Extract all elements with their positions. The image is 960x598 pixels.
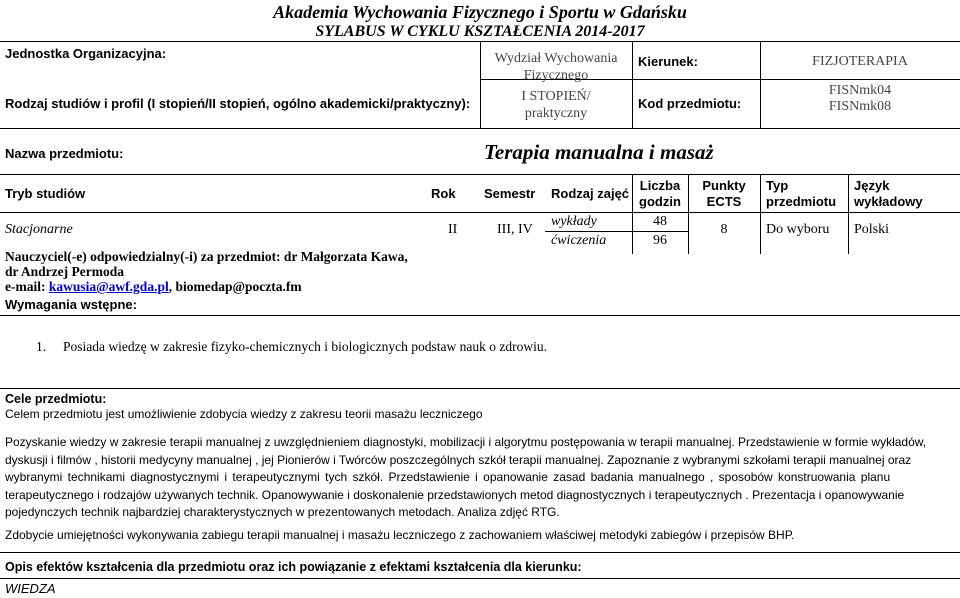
email-second: , biomedap@poczta.fm [168,279,302,294]
knowledge-label: WIEDZA [5,581,56,596]
code-label: Kod przedmiotu: [638,96,742,111]
unit-label: Jednostka Organizacyjna: [5,46,167,61]
col-hours-header-line1: Liczba [639,178,681,193]
language-value: Polski [854,222,890,237]
direction-label: Kierunek: [638,54,698,69]
direction-value: FIZJOTERAPIA [812,54,908,69]
requirement-item: Posiada wiedzę w zakresie fizyko-chemicznych i biologicznych podstaw nauk o zdrowiu. [63,339,547,354]
col-hours-header [632,178,688,210]
academy-title: Akademia Wychowania Fizycznego i Sportu w Gdańsku [273,2,687,22]
code-value-line2: FISNmk08 [828,99,892,114]
col-lang-header [854,178,923,210]
study-mode: Stacjonarne [5,222,73,237]
hours-exercises: 96 [653,233,667,248]
code-value [760,83,960,115]
col-ects-header-line1: Punkty [702,178,746,193]
col-class-type-header: Rodzaj zajęć [551,186,630,201]
goals-paragraph1 [5,434,955,522]
class-exercises: ćwiczenia [551,233,607,248]
hours-lecture: 48 [653,214,667,229]
profile-value [480,88,632,122]
teacher-line1: Nauczyciel(-e) odpowiedzialny(-i) za przedmiot: dr Małgorzata Kawa, [5,249,408,264]
email-prefix: e-mail: [5,279,49,294]
syllabus-title: SYLABUS W CYKLU KSZTAŁCENIA 2014-2017 [315,23,645,40]
teacher-line2: dr Andrzej Permoda [5,264,124,279]
unit-value [480,50,632,84]
ects-value: 8 [720,222,728,237]
col-year-header: Rok [431,186,456,201]
col-ects-header-line2: ECTS [706,194,742,209]
col-lang-header-line2: wykładowy [854,194,923,209]
requirements-label: Wymagania wstępne: [5,297,137,312]
goals-p1-line2: dyskusji i filmów , historii medycyny manualnej , jej Pionierów i Twórców poszczególnych szkół terapii manualnej. Zapoznanie z wybranymi szkołami terapii manualnej oraz [5,452,912,467]
unit-value-line2: Fizycznego [523,68,589,83]
teacher-email-line [5,279,408,294]
study-year: II [448,222,458,237]
goals-p1-line1: Pozyskanie wiedzy w zakresie terapii manualnej z uwzględnieniem diagnostyki, mobilizacji i algorytmu postępowania w terapii manualnej. Przedstawienie w formie wykładów, [5,435,927,449]
col-subject-type-header [766,178,836,210]
profile-value-line2: praktyczny [524,106,588,121]
code-value-line1: FISNmk04 [828,83,892,98]
col-subject-type-header-line1: Typ [766,178,789,193]
goals-paragraph2: Zdobycie umiejętności wykonywania zabiegu terapii manualnej i masażu leczniczego z zachowaniem właściwej metodyki zabiegów i przepisów BHP. [5,528,795,542]
goals-line1: Celem przedmiotu jest umożliwienie zdobycia wiedzy z zakresu teorii masażu leczniczego [5,407,483,421]
col-hours-header-line2: godzin [639,194,681,209]
effects-label: Opis efektów kształcenia dla przedmiotu oraz ich powiązanie z efektami kształcenia dla kierunku: [5,560,582,574]
profile-value-line1: I STOPIEŃ/ [521,89,591,104]
goals-label: Cele przedmiotu: [5,392,107,406]
goals-p1-line5: pojedynczych technik najbardziej charakterystycznych w prezentowanych metodach. Analiza zdjęć RTG. [5,505,560,519]
col-lang-header-line1: Język [854,178,890,193]
subject-value: Terapia manualna i masaż [484,140,714,164]
goals-p1-line3: wybranymi technikami diagnostycznymi i terapeutycznymi tych szkół. Przedstawienie i opanowanie zasad badania manualnego , sposobów konstruowania planu [5,470,891,484]
subject-label: Nazwa przedmiotu: [5,146,124,161]
goals-p1-line4: terapeutycznego i rodzajów używanych technik. Opanowywanie i doskonalenie przedstawionych metod diagnostycznych i terapeutycznych . Prezentacja i opanowywanie [5,487,905,502]
subject-type-value: Do wyboru [766,222,830,237]
profile-label: Rodzaj studiów i profil (I stopień/II stopień, ogólno akademicki/praktyczny): [5,96,471,111]
study-semester: III, IV [497,222,533,237]
requirement-number: 1. [36,339,47,354]
col-mode-header: Tryb studiów [5,186,86,201]
email-link[interactable]: kawusia@awf.gda.pl [48,279,169,294]
col-ects-header [688,178,760,210]
unit-value-line1: Wydział Wychowania [494,51,618,66]
class-lecture: wykłady [551,214,597,229]
col-subject-type-header-line2: przedmiotu [766,194,837,209]
col-semester-header: Semestr [484,186,536,201]
teacher-info [5,249,408,294]
